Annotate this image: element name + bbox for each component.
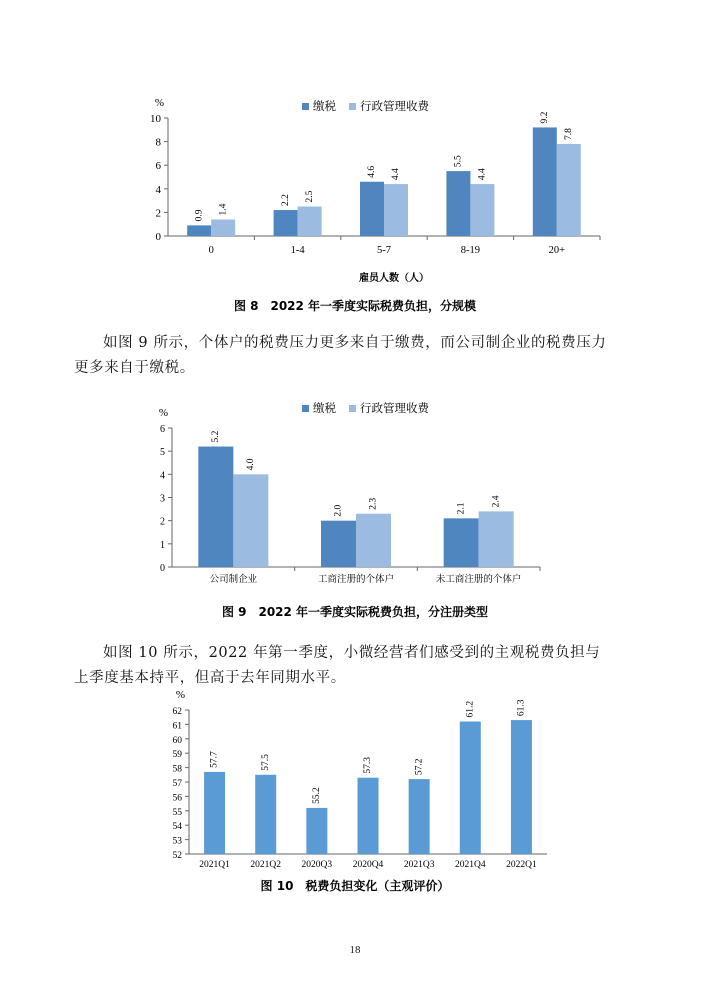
y-tick-label: 58 — [172, 764, 182, 775]
y-tick-label: 2 — [155, 207, 161, 220]
x-tick-label: 2022Q1 — [506, 860, 537, 870]
y-tick-label: 59 — [172, 750, 182, 761]
y-tick-label: 60 — [172, 735, 182, 746]
y-tick-label: 6 — [155, 160, 161, 173]
y-tick-label: 62 — [172, 707, 182, 717]
legend-label: 缴税 — [313, 403, 336, 415]
data-label: 2.4 — [491, 495, 502, 508]
data-label: 1.4 — [218, 203, 229, 216]
page-number: 18 — [349, 944, 361, 956]
bar — [446, 171, 470, 236]
y-axis-title: % — [154, 97, 164, 109]
bar — [460, 722, 481, 854]
data-label: 0.9 — [194, 209, 205, 222]
bar — [306, 808, 327, 854]
x-tick-label: 2021Q2 — [250, 860, 282, 870]
bar — [384, 184, 408, 236]
y-tick-label: 3 — [160, 493, 165, 505]
x-tick-label: 2020Q3 — [301, 860, 333, 870]
legend-label: 行政管理收费 — [360, 101, 429, 113]
data-label: 57.3 — [363, 757, 374, 774]
y-axis-title: % — [175, 689, 185, 701]
y-tick-label: 8 — [155, 136, 161, 149]
legend-swatch — [349, 103, 356, 110]
bar — [409, 779, 430, 854]
bar — [204, 772, 225, 854]
bar — [255, 775, 276, 854]
figure-10-caption: 图 10 税费负担变化（主观评价） — [260, 879, 450, 893]
y-tick-label: 0 — [155, 231, 161, 243]
y-axis-title: % — [158, 407, 168, 419]
y-tick-label: 5 — [160, 447, 165, 459]
figure-8-caption: 图 8 2022 年一季度实际税费负担，分规模 — [233, 299, 477, 313]
data-label: 2.2 — [280, 194, 291, 207]
y-tick-label: 52 — [172, 851, 182, 861]
y-tick-label: 56 — [172, 793, 182, 804]
x-tick-label: 工商注册的个体户 — [317, 575, 395, 585]
legend-label: 行政管理收费 — [360, 403, 429, 415]
x-tick-label: 20+ — [548, 245, 566, 256]
legend-swatch — [302, 405, 309, 412]
bar — [356, 514, 391, 567]
x-tick-label: 2020Q4 — [352, 860, 384, 870]
bar — [198, 447, 233, 567]
x-tick-label: 0 — [208, 245, 214, 256]
paragraph-2: 如图 10 所示，2022 年第一季度，小微经营者们感受到的主观税费负担与上季度基本持平，但高于去年同期水平。 — [74, 645, 601, 686]
x-tick-label: 公司制企业 — [209, 575, 258, 585]
figure-9-caption: 图 9 2022 年一季度实际税费负担，分注册类型 — [221, 605, 489, 619]
legend-swatch — [349, 405, 356, 412]
bar — [211, 219, 235, 236]
bar — [557, 144, 581, 236]
figure-10-svg — [0, 689, 710, 880]
bar — [479, 511, 514, 567]
data-label: 61.2 — [465, 700, 476, 718]
x-tick-label: 2021Q4 — [454, 860, 486, 870]
y-tick-label: 0 — [160, 563, 165, 574]
data-label: 5.2 — [211, 430, 222, 443]
bar — [298, 207, 322, 237]
y-tick-label: 61 — [172, 721, 182, 732]
bar — [233, 474, 268, 567]
data-label: 5.5 — [453, 155, 464, 168]
y-tick-label: 4 — [160, 470, 165, 482]
figure-8-svg — [0, 85, 710, 295]
data-label: 2.3 — [368, 497, 379, 510]
figure-10-chart — [0, 689, 710, 880]
bar — [470, 184, 494, 236]
bar — [511, 720, 532, 854]
bar — [533, 127, 557, 236]
data-label: 2.1 — [456, 502, 467, 515]
y-tick-label: 53 — [172, 836, 182, 847]
x-tick-label: 5-7 — [377, 245, 391, 256]
figure-8-chart — [0, 85, 710, 295]
x-tick-label: 1-4 — [290, 245, 305, 256]
bar — [321, 521, 356, 567]
y-tick-label: 54 — [172, 822, 182, 833]
x-tick-label: 8-19 — [460, 245, 481, 256]
bar — [360, 182, 384, 236]
data-label: 57.7 — [209, 751, 220, 768]
data-label: 4.6 — [367, 165, 378, 178]
y-tick-label: 10 — [150, 113, 161, 125]
data-label: 4.4 — [477, 168, 488, 181]
y-tick-label: 6 — [160, 424, 165, 435]
data-label: 7.8 — [563, 128, 574, 140]
data-label: 9.2 — [539, 111, 550, 124]
figure-9-chart — [0, 395, 710, 595]
data-label: 55.2 — [312, 787, 323, 804]
y-tick-label: 4 — [155, 183, 161, 196]
y-tick-label: 55 — [172, 807, 182, 818]
data-label: 4.0 — [246, 458, 257, 471]
figure-9-svg — [0, 395, 710, 595]
y-tick-label: 1 — [160, 539, 165, 551]
data-label: 4.4 — [391, 168, 402, 181]
paragraph-1: 如图 9 所示，个体户的税费压力更多来自于缴费，而公司制企业的税费压力更多来自于缴税。 — [74, 335, 607, 376]
bar — [187, 225, 211, 236]
legend-label: 缴税 — [313, 101, 336, 113]
data-label: 57.5 — [260, 754, 271, 771]
data-label: 2.5 — [304, 190, 315, 203]
x-tick-label: 2021Q3 — [403, 860, 435, 870]
data-label: 57.2 — [414, 758, 425, 776]
bar — [444, 518, 479, 567]
y-tick-label: 57 — [172, 779, 182, 789]
x-axis-title: 雇员人数（人） — [359, 273, 429, 284]
x-tick-label: 未工商注册的个体户 — [435, 575, 522, 585]
y-tick-label: 2 — [160, 516, 165, 528]
data-label: 2.0 — [333, 504, 344, 517]
bar — [358, 778, 379, 854]
bar — [274, 210, 298, 236]
legend-swatch — [302, 103, 309, 110]
x-tick-label: 2021Q1 — [199, 860, 230, 870]
data-label: 61.3 — [516, 699, 527, 717]
